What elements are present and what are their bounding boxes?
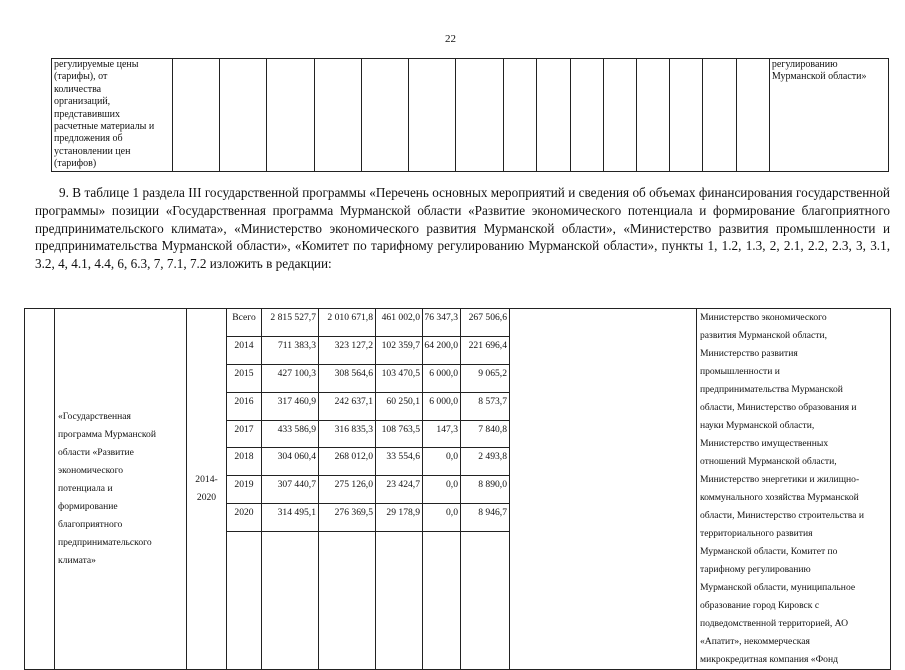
empty-cell (408, 59, 455, 172)
empty-cell (173, 59, 220, 172)
other-value: 7 840,8 (461, 420, 510, 448)
regional-value: 323 127,2 (319, 336, 376, 364)
text-line: предложения об (54, 133, 123, 145)
empty-cell (537, 59, 570, 172)
text-line: программа Мурманской (58, 429, 156, 440)
total-value: 314 495,1 (262, 504, 319, 532)
other-value: 8 890,0 (461, 476, 510, 504)
empty-cell (637, 59, 670, 172)
regional-value: 2 010 671,8 (319, 309, 376, 337)
local-value: 0,0 (423, 504, 461, 532)
responsible-text (770, 59, 888, 84)
local-value: 0,0 (423, 476, 461, 504)
regional-value: 276 369,5 (319, 504, 376, 532)
other-value: 267 506,6 (461, 309, 510, 337)
year-cell: 2015 (227, 364, 262, 392)
local-value: 76 347,3 (423, 309, 461, 337)
text-line: Министерство энергетики и жилищно- (700, 474, 860, 485)
table-row (52, 59, 889, 172)
text-line: формирование (58, 501, 118, 512)
other-value: 8 946,7 (461, 504, 510, 532)
local-value: 6 000,0 (423, 392, 461, 420)
text-line: 2014- (195, 474, 218, 485)
amendment-paragraph: 9. В таблице 1 раздела III государственной программы «Перечень основных мероприятий и сведения об объемах финансирования государственной программы» позиции «Государственная программа Мурманской области «Развитие экономического потенциала и формирование благоприятного предпринимательского климата», «Министерство экономического развития Мурманской области», «Министерство развития промышленности и предпринимательства Мурманской области», «Комитет по тарифному регулированию Мурманской области», пункты 1, 1.2, 1.3, 2, 2.1, 2.2, 2.3, 3, 3.1, 3.2, 4, 4.1, 4.4, 6, 6.3, 7, 7.1, 7.2 изложить в редакции: (35, 185, 890, 272)
local-value: 64 200,0 (423, 336, 461, 364)
text-line: образование город Кировск с (700, 600, 820, 611)
text-line: Мурманской области» (771, 71, 867, 83)
empty-cell (736, 59, 769, 172)
regional-value: 268 012,0 (319, 448, 376, 476)
text-line: 2020 (196, 492, 217, 503)
text-line: области, Министерство строительства и (700, 510, 864, 521)
text-line: «Апатит», некоммерческая (700, 636, 810, 647)
text-line: подведомственной территорией, АО (700, 618, 849, 629)
year-cell: 2018 (227, 448, 262, 476)
text-line: Министерство имущественных (700, 438, 829, 449)
text-line: предпринимательского (58, 537, 152, 548)
regional-value: 308 564,6 (319, 364, 376, 392)
executors-cell (697, 309, 891, 670)
text-line: регулируемые цены (54, 59, 139, 70)
text-line: развития Мурманской области, (700, 330, 828, 341)
year-cell: 2020 (227, 504, 262, 532)
text-line: области «Развитие (58, 447, 134, 458)
text-line: «Государственная (58, 411, 131, 422)
text-line: экономического (58, 465, 124, 476)
text-line: потенциала и (58, 483, 113, 494)
text-line: коммунального хозяйства Мурманской (700, 492, 859, 503)
program-name-cell (55, 309, 187, 670)
total-value: 304 060,4 (262, 448, 319, 476)
empty-cell (504, 59, 537, 172)
text-line: (тарифов) (54, 158, 97, 170)
text-line: Мурманской области, Комитет по (700, 546, 838, 557)
total-value: 427 100,3 (262, 364, 319, 392)
empty-cell (510, 309, 697, 670)
empty-cell (227, 532, 262, 670)
text-line: расчетные материалы и (54, 121, 155, 133)
responsible-cell (769, 59, 888, 172)
federal-value: 461 002,0 (376, 309, 423, 337)
local-value: 0,0 (423, 448, 461, 476)
text-line: отношений Мурманской области, (700, 456, 837, 467)
text-line: представивших (54, 108, 120, 120)
text-line: области, Министерство образования и (700, 402, 857, 413)
empty-cell (455, 59, 503, 172)
text-line: предпринимательства Мурманской (700, 384, 843, 395)
empty-cell (361, 59, 408, 172)
empty-cell (603, 59, 636, 172)
federal-value: 23 424,7 (376, 476, 423, 504)
other-value: 221 696,4 (461, 336, 510, 364)
federal-value: 108 763,5 (376, 420, 423, 448)
regional-value: 316 835,3 (319, 420, 376, 448)
regional-value: 275 126,0 (319, 476, 376, 504)
total-value: 307 440,7 (262, 476, 319, 504)
other-value: 2 493,8 (461, 448, 510, 476)
federal-value: 102 359,7 (376, 336, 423, 364)
text-line: (тарифы), от (54, 71, 108, 83)
federal-value: 29 178,9 (376, 504, 423, 532)
other-value: 8 573,7 (461, 392, 510, 420)
local-value: 147,3 (423, 420, 461, 448)
local-value: 6 000,0 (423, 364, 461, 392)
empty-cell (703, 59, 736, 172)
empty-cell (314, 59, 361, 172)
year-cell: Всего (227, 309, 262, 337)
empty-cell (319, 532, 376, 670)
empty-cell (461, 532, 510, 670)
year-cell: 2019 (227, 476, 262, 504)
text-line: Мурманской области, муниципальное (700, 582, 856, 593)
regional-value: 242 637,1 (319, 392, 376, 420)
empty-cell (423, 532, 461, 670)
text-line: благоприятного (58, 519, 123, 530)
federal-value: 60 250,1 (376, 392, 423, 420)
text-line: организаций, (54, 96, 111, 108)
federal-value: 103 470,5 (376, 364, 423, 392)
empty-cell (376, 532, 423, 670)
total-value: 711 383,3 (262, 336, 319, 364)
year-cell: 2016 (227, 392, 262, 420)
number-cell (25, 309, 55, 670)
empty-cell (220, 59, 267, 172)
text-line: установлении цен (54, 145, 131, 157)
text-line: тарифному регулированию (700, 564, 811, 575)
financing-table (24, 308, 891, 670)
table-row (25, 309, 891, 337)
text-line: промышленности и (700, 366, 780, 377)
text-line: территориального развития (700, 528, 813, 539)
total-value: 433 586,9 (262, 420, 319, 448)
text-line: регулированию (771, 59, 838, 70)
total-value: 2 815 527,7 (262, 309, 319, 337)
text-line: климата» (58, 555, 96, 566)
empty-cell (670, 59, 703, 172)
total-value: 317 460,9 (262, 392, 319, 420)
empty-cell (262, 532, 319, 670)
page-number: 22 (445, 33, 456, 45)
text-line: микрокредитная компания «Фонд (700, 654, 838, 665)
period-cell (187, 309, 227, 670)
text-line: Министерство экономического (700, 312, 827, 323)
federal-value: 33 554,6 (376, 448, 423, 476)
empty-cell (570, 59, 603, 172)
other-value: 9 065,2 (461, 364, 510, 392)
text-line: науки Мурманской области, (700, 420, 815, 431)
indicator-text (52, 59, 172, 171)
text-line: количества (54, 83, 102, 95)
text-line: Министерство развития (700, 348, 798, 359)
year-cell: 2017 (227, 420, 262, 448)
top-table (51, 58, 889, 172)
empty-cell (267, 59, 314, 172)
indicator-cell (52, 59, 173, 172)
year-cell: 2014 (227, 336, 262, 364)
